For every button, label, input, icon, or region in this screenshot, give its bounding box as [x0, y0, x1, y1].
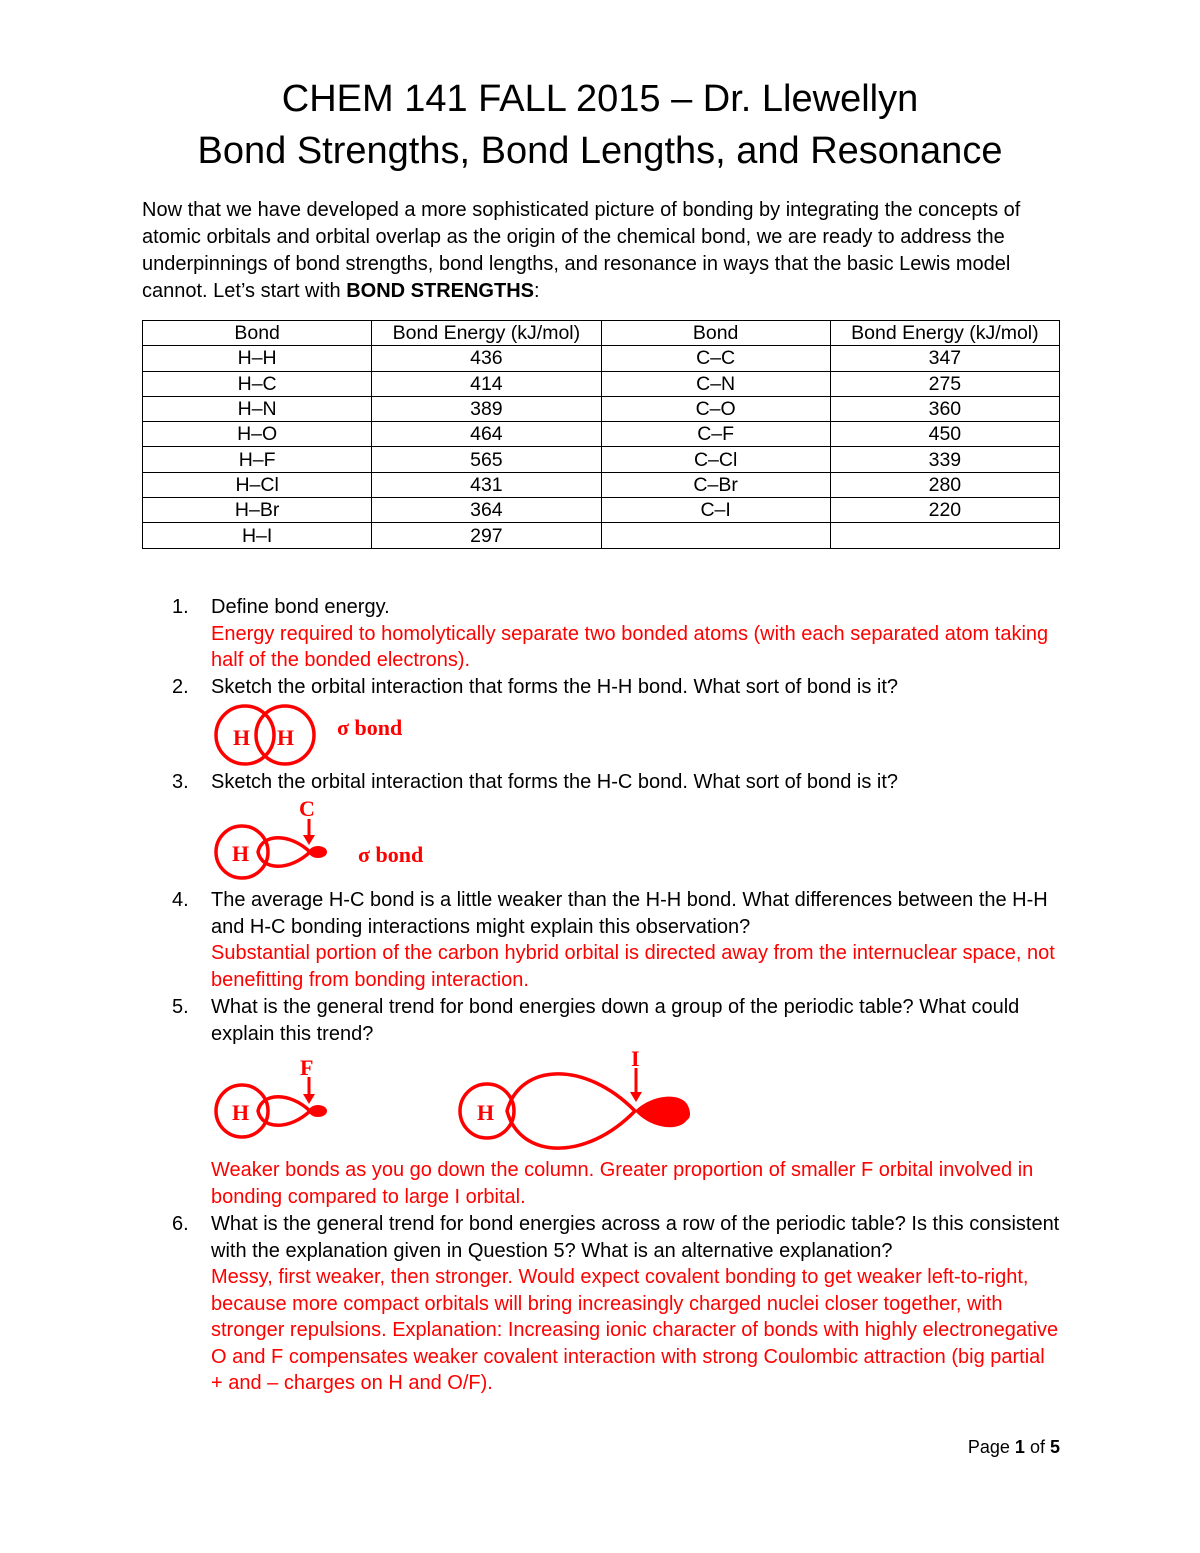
table-cell: 464 — [372, 422, 601, 447]
intro-text: Now that we have developed a more sophisticated picture of bonding by integrating the concepts of atomic orbitals and orbital overlap as the origin of the chemical bond, we are ready to address the underpinnings of bond strengths, bond lengths, and resonance in ways that the basic Lewis model cannot. Let’s start with — [142, 199, 1021, 302]
atom-label-f: F — [300, 1055, 314, 1080]
table-header-cell: Bond — [601, 321, 830, 346]
table-row — [143, 523, 1060, 548]
table-row — [143, 422, 1060, 447]
table-cell: 389 — [372, 396, 601, 421]
table-cell: 364 — [372, 498, 601, 523]
bond-energy-table — [142, 320, 1060, 549]
intro-paragraph — [142, 197, 1062, 305]
question-number: 5. — [172, 996, 189, 1018]
table-row — [143, 447, 1060, 472]
table-cell: H–F — [143, 447, 372, 472]
atom-label-c: C — [299, 796, 315, 821]
table-cell: 414 — [372, 371, 601, 396]
answer-text: Substantial portion of the carbon hybrid orbital is directed away from the internuclear space, not benefitting from bonding interaction. — [211, 942, 1055, 991]
table-cell: C–O — [601, 396, 830, 421]
atom-label-h: H — [233, 725, 251, 750]
answer-text: Energy required to homolytically separate two bonded atoms (with each separated atom taking half of the bonded electrons). — [211, 622, 1049, 671]
page-word: Page — [967, 1437, 1010, 1457]
table-cell: 436 — [372, 346, 601, 371]
question-text: The average H-C bond is a little weaker than the H-H bond. What differences between the H-H and H-C bonding interactions might explain this observation? — [211, 889, 1048, 938]
answer-text: Messy, first weaker, then stronger. Would expect covalent bonding to get weaker left-to-right, because more compact orbitals will bring increasingly charged nuclei closer together, with stronger repulsions. Explanation: Increasing ionic character of bonds with highly electronegative O and F compensates weaker covalent interaction with strong Coulombic attraction (big partial + and – charges on H and O/F). — [211, 1266, 1059, 1394]
hf-orbital-sketch — [210, 1055, 350, 1145]
table-header-row — [143, 321, 1060, 346]
question-number: 1. — [172, 596, 189, 618]
atom-label-i: I — [631, 1046, 640, 1071]
atom-label-h: H — [277, 725, 295, 750]
question-text: What is the general trend for bond energies down a group of the periodic table? What could explain this trend? — [211, 996, 1020, 1045]
hc-orbital-sketch — [210, 795, 450, 885]
table-body — [143, 346, 1060, 548]
table-cell: H–Cl — [143, 472, 372, 497]
bond-type-label: σ bond — [358, 842, 424, 867]
table-cell: C–C — [601, 346, 830, 371]
page-number: 1 — [1014, 1437, 1025, 1457]
of-word: of — [1029, 1437, 1045, 1457]
atom-label-h: H — [232, 841, 250, 866]
table-cell: H–N — [143, 396, 372, 421]
table-cell — [601, 523, 830, 548]
bond-type-label: σ bond — [337, 715, 403, 740]
document-subtitle: Bond Strengths, Bond Lengths, and Resonance — [197, 130, 1003, 172]
table-cell: 220 — [830, 498, 1059, 523]
table-row — [143, 346, 1060, 371]
question-number: 2. — [172, 676, 189, 698]
table-cell: 431 — [372, 472, 601, 497]
atom-label-h: H — [477, 1100, 495, 1125]
atom-label-h: H — [232, 1100, 250, 1125]
table-cell: H–H — [143, 346, 372, 371]
hi-orbital-sketch — [455, 1048, 695, 1148]
question-text: What is the general trend for bond energies across a row of the periodic table? Is this consistent with the explanation given in Question 5? What is an alternative explanation? — [211, 1213, 1060, 1262]
table-cell: 360 — [830, 396, 1059, 421]
question-number: 4. — [172, 889, 189, 911]
question-number: 6. — [172, 1213, 189, 1235]
page-total: 5 — [1049, 1437, 1060, 1457]
table-cell: 339 — [830, 447, 1059, 472]
question-text: Sketch the orbital interaction that forms the H-C bond. What sort of bond is it? — [211, 771, 899, 793]
table-cell: C–N — [601, 371, 830, 396]
table-cell: H–C — [143, 371, 372, 396]
answer-text: Weaker bonds as you go down the column. Greater proportion of smaller F orbital involved in bonding compared to large I orbital. — [211, 1159, 1034, 1208]
table-cell: 565 — [372, 447, 601, 472]
table-cell: 450 — [830, 422, 1059, 447]
table-cell: 280 — [830, 472, 1059, 497]
hh-orbital-sketch — [210, 700, 440, 770]
table-cell: H–O — [143, 422, 372, 447]
intro-bold: BOND STRENGTHS — [346, 280, 534, 302]
table-cell: 297 — [372, 523, 601, 548]
table-cell: C–Br — [601, 472, 830, 497]
table-cell — [830, 523, 1059, 548]
table-row — [143, 371, 1060, 396]
intro-text-end: : — [533, 280, 540, 302]
table-cell: C–I — [601, 498, 830, 523]
table-row — [143, 396, 1060, 421]
table-row — [143, 498, 1060, 523]
table-row — [143, 472, 1060, 497]
question-text: Sketch the orbital interaction that forms the H-H bond. What sort of bond is it? — [211, 676, 899, 698]
table-cell: 347 — [830, 346, 1059, 371]
table-header-cell: Bond — [143, 321, 372, 346]
table-cell: C–F — [601, 422, 830, 447]
table-header-cell: Bond Energy (kJ/mol) — [830, 321, 1059, 346]
table-cell: C–Cl — [601, 447, 830, 472]
table-cell: H–Br — [143, 498, 372, 523]
table-cell: 275 — [830, 371, 1059, 396]
question-text: Define bond energy. — [211, 596, 390, 618]
table-header-cell: Bond Energy (kJ/mol) — [372, 321, 601, 346]
page-footer — [968, 1437, 1060, 1458]
question-number: 3. — [172, 771, 189, 793]
table-cell: H–I — [143, 523, 372, 548]
document-title: CHEM 141 FALL 2015 – Dr. Llewellyn — [281, 78, 919, 120]
